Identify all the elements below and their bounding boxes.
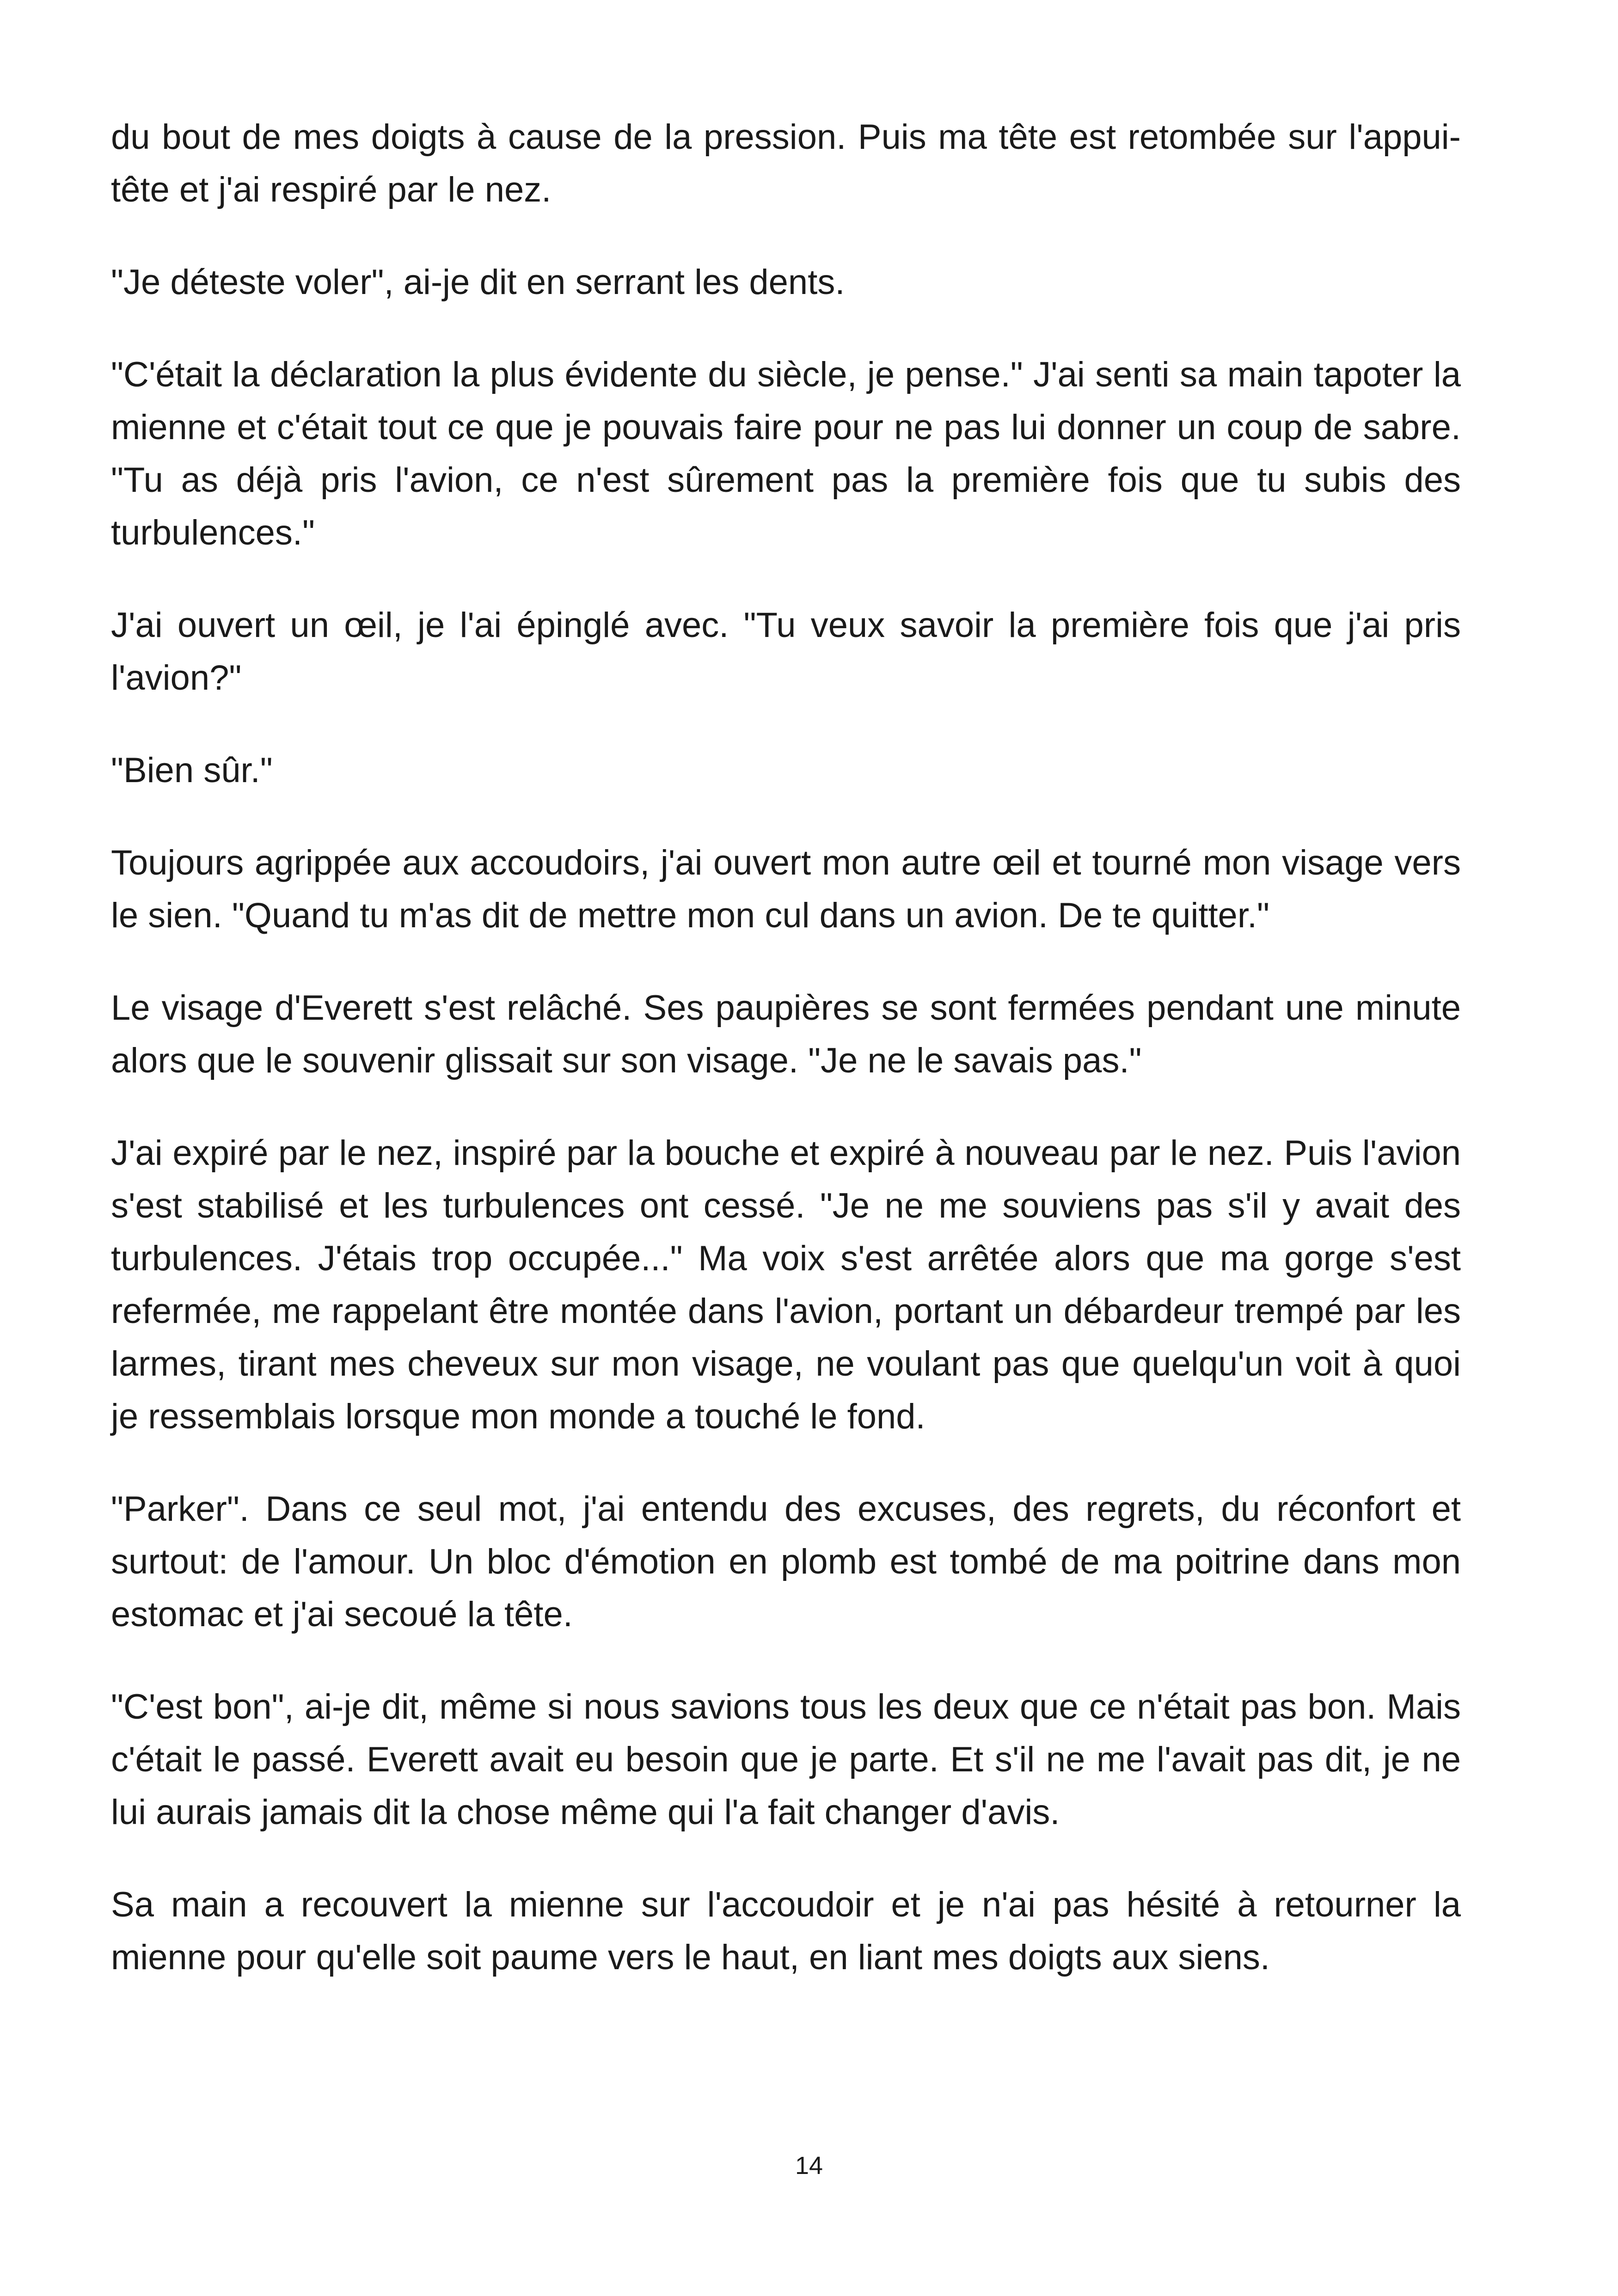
body-text — [111, 111, 1461, 2024]
paragraph: J'ai expiré par le nez, inspiré par la bouche et expiré à nouveau par le nez. Puis l'avion s'est stabilisé et les turbulences ont cessé. "Je ne me souviens pas s'il y avait des turbulences. J'étais trop occupée..." Ma voix s'est arrêtée alors que ma gorge s'est refermée, me rappelant être montée dans l'avion, portant un débardeur trempé par les larmes, tirant mes cheveux sur mon visage, ne voulant pas que quelqu'un voit à quoi je ressemblais lorsque mon monde a touché le fond. — [111, 1133, 1461, 1436]
paragraph: Le visage d'Everett s'est relâché. Ses paupières se sont fermées pendant une minute alors que le souvenir glissait sur son visage. "Je ne le savais pas." — [111, 988, 1461, 1080]
paragraph: Toujours agrippée aux accoudoirs, j'ai ouvert mon autre œil et tourné mon visage vers le sien. "Quand tu m'as dit de mettre mon cul dans un avion. De te quitter." — [111, 843, 1461, 935]
paragraph: Sa main a recouvert la mienne sur l'accoudoir et je n'ai pas hésité à retourner la mienne pour qu'elle soit paume vers le haut, en liant mes doigts aux siens. — [111, 1885, 1461, 1977]
paragraph: "Je déteste voler", ai-je dit en serrant les dents. — [111, 263, 845, 302]
paragraph: "C'était la déclaration la plus évidente du siècle, je pense." J'ai senti sa main tapoter la mienne et c'était tout ce que je pouvais faire pour ne pas lui donner un coup de sabre. "Tu as déjà pris l'avion, ce n'est sûrement pas la première fois que tu subis des turbulences." — [111, 355, 1461, 552]
paragraph: "Parker". Dans ce seul mot, j'ai entendu des excuses, des regrets, du réconfort et surtout: de l'amour. Un bloc d'émotion en plomb est tombé de ma poitrine dans mon estomac et j'ai secoué la tête. — [111, 1489, 1461, 1634]
paragraph: "C'est bon", ai-je dit, même si nous savions tous les deux que ce n'était pas bon. Mais c'était le passé. Everett avait eu besoin que je parte. Et s'il ne me l'avait pas dit, je ne lui aurais jamais dit la chose même qui l'a fait changer d'avis. — [111, 1687, 1461, 1832]
paragraph: J'ai ouvert un œil, je l'ai épinglé avec. "Tu veux savoir la première fois que j'ai pris l'avion?" — [111, 606, 1461, 698]
paragraph: "Bien sûr." — [111, 751, 273, 790]
page-number: 14 — [795, 2152, 823, 2180]
paragraph: du bout de mes doigts à cause de la pression. Puis ma tête est retombée sur l'appui-tête et j'ai respiré par le nez. — [111, 117, 1461, 209]
